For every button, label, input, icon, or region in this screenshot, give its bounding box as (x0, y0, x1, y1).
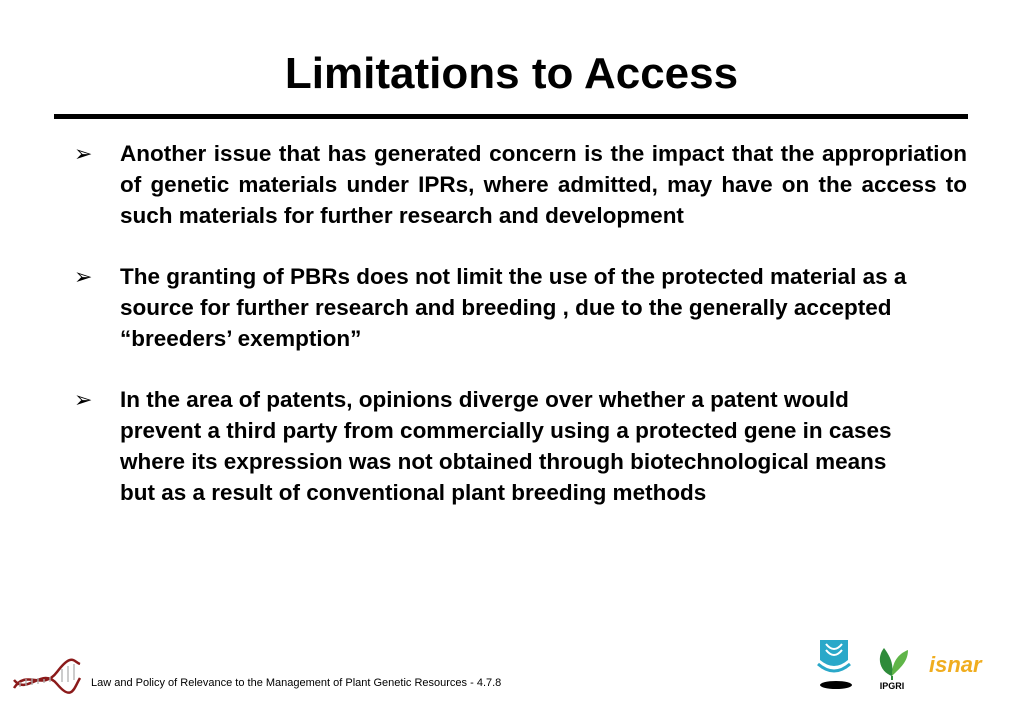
arrowhead-bullet-icon: ➢ (74, 141, 93, 166)
ipgri-leaf-icon (870, 642, 914, 690)
arrowhead-bullet-icon: ➢ (74, 264, 93, 289)
partner-logos (814, 638, 1014, 694)
bullet-item (72, 138, 967, 231)
arrowhead-bullet-icon: ➢ (74, 387, 93, 412)
isnar-wordmark: isnar (929, 652, 982, 677)
bullet-text: In the area of patents, opinions diverge over whether a patent would prevent a third party from commercially using a protected gene in cases where its expression was not obtained through biotechnological means but as a result of conventional plant breeding methods (120, 387, 892, 505)
footer-caption: Law and Policy of Relevance to the Management of Plant Genetic Resources - 4.7.8 (91, 677, 502, 689)
fao-emblem-icon (814, 638, 854, 694)
bullet-text: The granting of PBRs does not limit the use of the protected material as a source for further research and breeding , due to the generally accepted “breeders’ exemption” (120, 264, 907, 351)
title-divider (54, 114, 968, 119)
bullet-item (72, 261, 967, 354)
dna-helix-icon (12, 658, 82, 694)
slide-title: Limitations to Access (284, 49, 739, 98)
bullet-list (72, 138, 967, 538)
bullet-text: Another issue that has generated concern is the impact that the appropriation of genetic materials under IPRs, where admitted, may have on the access to such materials for further research and development (120, 141, 967, 228)
ipgri-label: IPGRI (879, 681, 905, 690)
bullet-item (72, 384, 967, 508)
